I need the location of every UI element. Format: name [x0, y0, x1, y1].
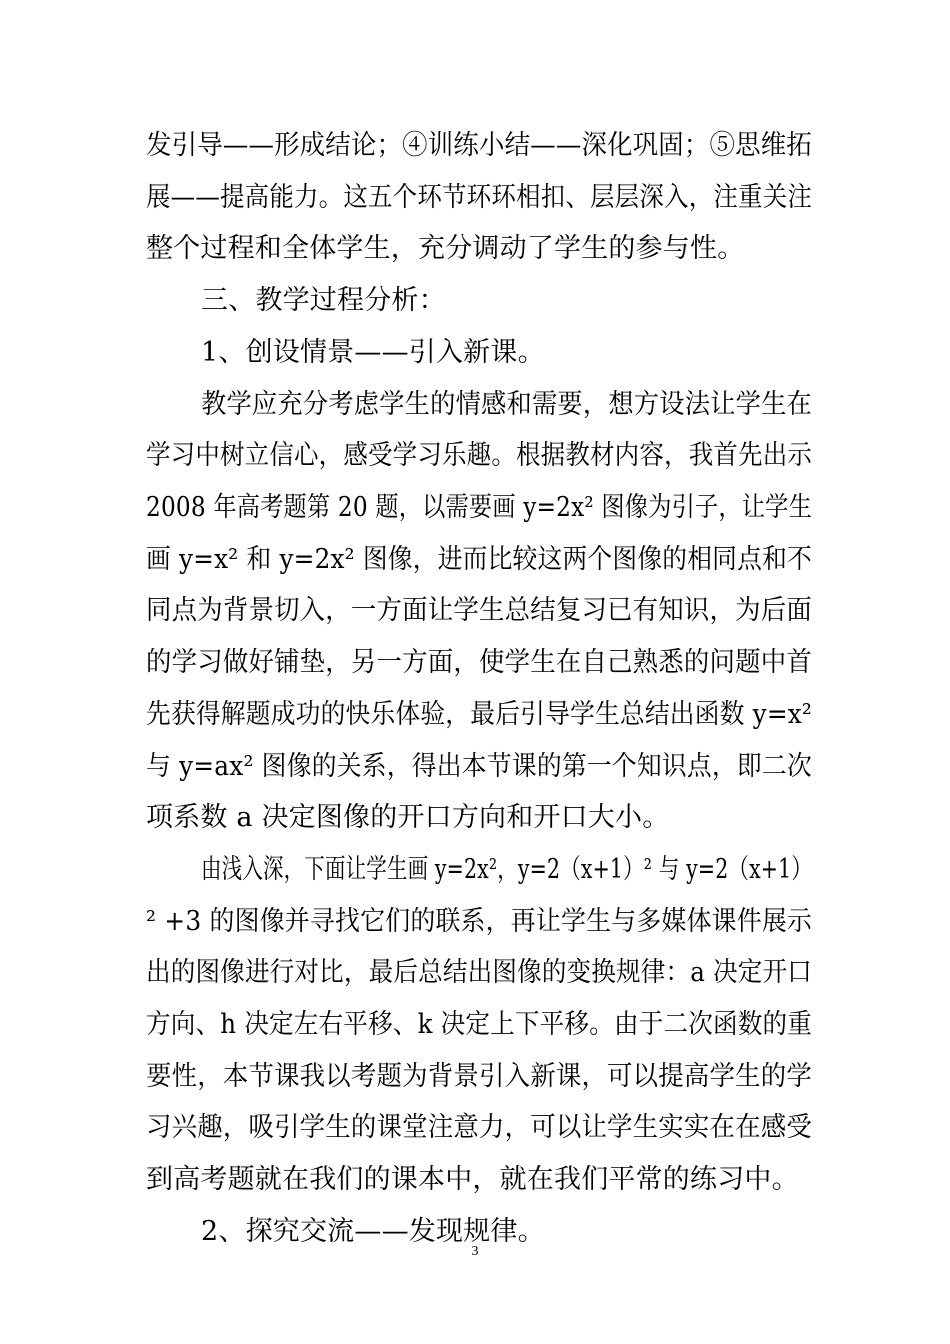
text-line: 画 y=x² 和 y=2x² 图像，进而比较这两个图像的相同点和不	[146, 544, 813, 575]
text-line: 要性，本节课我以考题为背景引入新课，可以提高学生的学	[146, 1061, 812, 1092]
text-line: 与 y=ax² 图像的关系，得出本节课的第一个知识点，即二次	[146, 751, 812, 782]
text-line: 发引导——形成结论；④训练小结——深化巩固；⑤思维拓	[146, 130, 812, 161]
page-number: 3	[471, 1244, 479, 1259]
text-line: 同点为背景切入，一方面让学生总结复习已有知识，为后面	[146, 595, 812, 626]
text-line: 方向、h 决定左右平移、k 决定上下平移。由于二次函数的重	[146, 1009, 813, 1040]
text-line: 项系数 a 决定图像的开口方向和开口大小。	[146, 802, 670, 833]
text-line: 学习中树立信心，感受学习乐趣。根据教材内容，我首先出示	[146, 440, 813, 471]
text-line: 出的图像进行对比，最后总结出图像的变换规律：a 决定开口	[146, 957, 813, 988]
text-line: 先获得解题成功的快乐体验，最后引导学生总结出函数 y=x²	[146, 699, 813, 730]
text-line: 习兴趣，吸引学生的课堂注意力，可以让学生实实在在感受	[146, 1112, 812, 1143]
section-heading: 三、教学过程分析：	[201, 285, 446, 316]
text-line: 由浅入深，下面让学生画 y=2x²，y=2（x+1）² 与 y=2（x+1）	[201, 854, 812, 885]
subsection-heading: 1、创设情景——引入新课。	[201, 337, 545, 368]
text-line: 整个过程和全体学生，充分调动了学生的参与性。	[146, 233, 745, 264]
text-line: ² +3 的图像并寻找它们的联系，再让学生与多媒体课件展示	[146, 906, 813, 937]
text-line: 到高考题就在我们的课本中，就在我们平常的练习中。	[146, 1164, 799, 1195]
text-line: 展——提高能力。这五个环节环环相扣、层层深入，注重关注	[146, 182, 813, 213]
text-line: 2008 年高考题第 20 题，以需要画 y=2x² 图像为引子，让学生	[146, 492, 812, 523]
subsection-heading: 2、探究交流——发现规律。	[201, 1216, 545, 1247]
text-line: 的学习做好铺垫，另一方面，使学生在自己熟悉的问题中首	[146, 647, 812, 678]
text-line: 教学应充分考虑学生的情感和需要，想方设法让学生在	[201, 389, 813, 420]
